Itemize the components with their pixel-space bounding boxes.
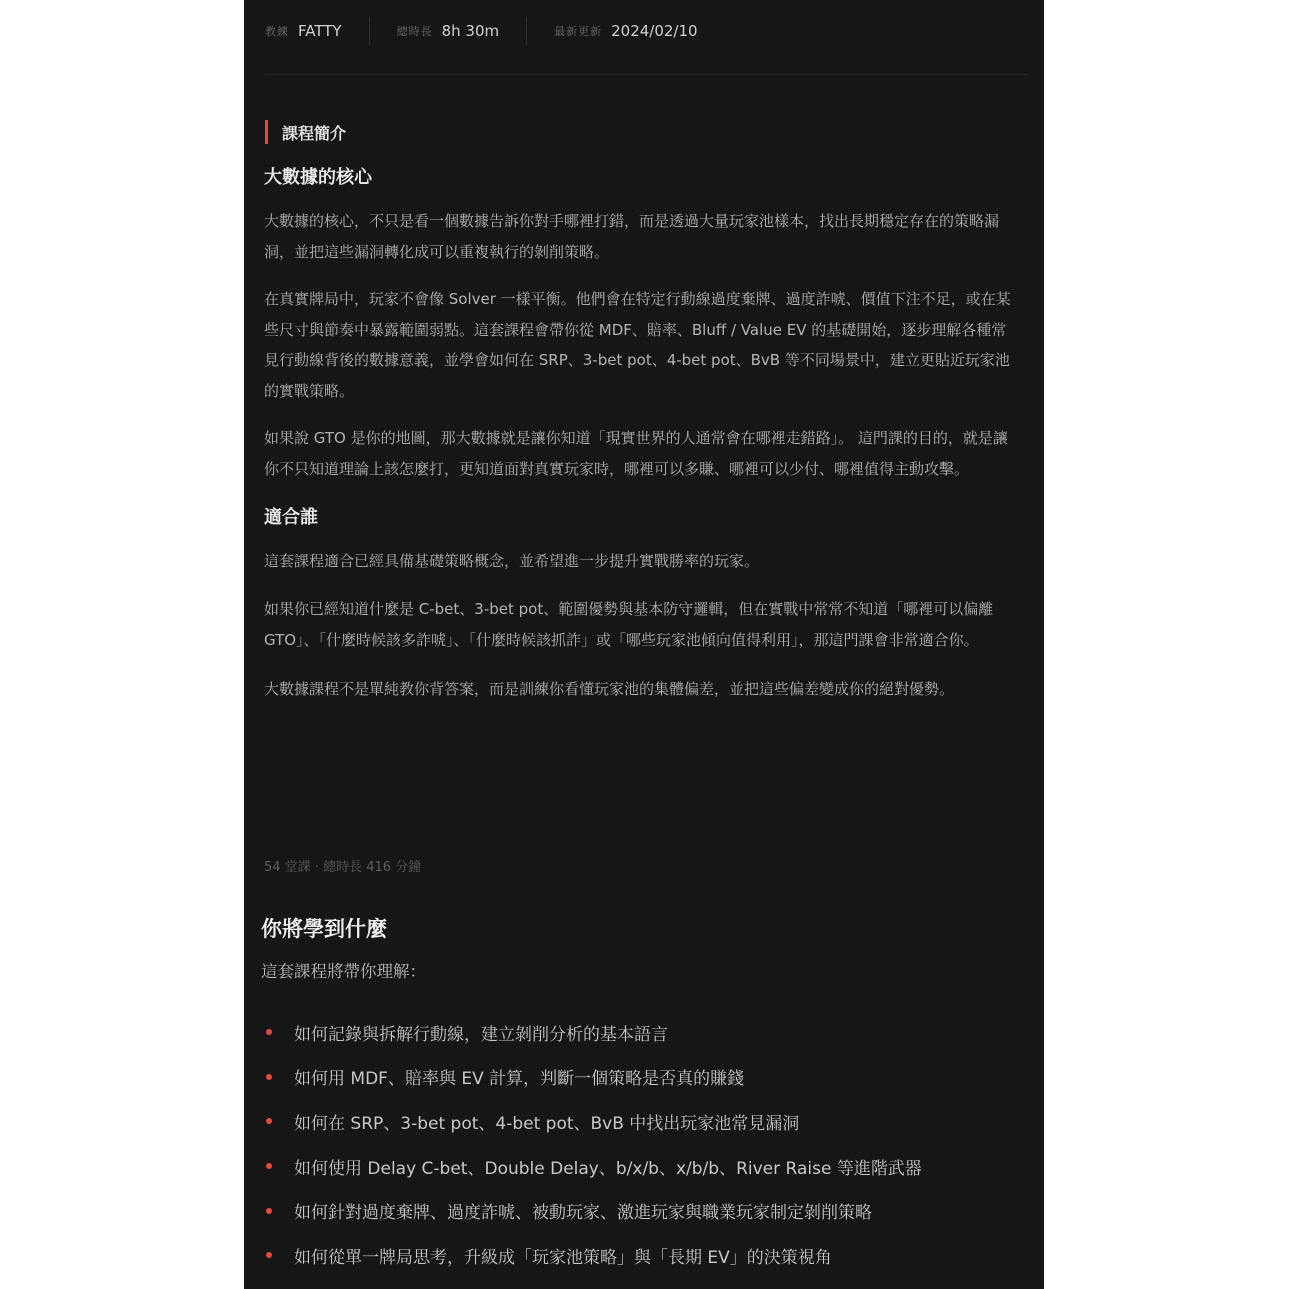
core-paragraph: 如果說 GTO 是你的地圖，那大數據就是讓你知道「現實世界的人通常會在哪裡走錯路」。 這門課的目的，就是讓你不只知道理論上該怎麼打，更知道面對真實玩家時，哪裡可以多賺、哪裡可以少付、哪裡值得主動攻擊。: [264, 429, 1008, 478]
core-heading: 大數據的核心: [264, 167, 372, 188]
course-detail-panel: [244, 0, 1044, 1289]
meta-coach-value: FATTY: [298, 22, 342, 40]
core-paragraph: 在真實牌局中，玩家不會像 Solver 一樣平衡。他們會在特定行動線過度棄牌、過度詐唬、價值下注不足，或在某些尺寸與節奏中暴露範圍弱點。這套課程會帶你從 MDF、賠率、Bluff / Value EV 的基礎開始，逐步理解各種常見行動線背後的數據意義，並學會如何在 SRP、3-bet pot、4-bet pot、BvB 等不同場景中，建立更貼近玩家池的實戰策略。: [264, 290, 1011, 400]
course-intro-content: [264, 164, 1014, 705]
audience-paragraph: 大數據課程不是單純教你背答案，而是訓練你看懂玩家池的集體偏差，並把這些偏差變成你的絕對優勢。: [264, 679, 955, 698]
list-item: [261, 1010, 1021, 1055]
list-item-text: 如何從單一牌局思考，升級成「玩家池策略」與「長期 EV」的決策視角: [294, 1247, 832, 1268]
bullet-dot-icon: [266, 1208, 272, 1214]
bullet-dot-icon: [266, 1074, 272, 1080]
course-stats: 54 堂課 · 總時長 416 分鐘: [264, 860, 422, 875]
bullet-dot-icon: [266, 1029, 272, 1035]
list-item: [261, 1055, 1021, 1100]
meta-coach-label: 教練: [265, 25, 289, 38]
audience-paragraph: 這套課程適合已經具備基礎策略概念，並希望進一步提升實戰勝率的玩家。: [264, 552, 760, 570]
meta-duration-label: 總時長: [396, 25, 433, 38]
meta-coach: [265, 17, 342, 45]
meta-divider: [369, 17, 370, 45]
learn-title: 你將學到什麼: [261, 917, 387, 941]
meta-updated-value: 2024/02/10: [611, 22, 698, 40]
audience-heading: 適合誰: [264, 507, 318, 528]
accent-bar: [265, 120, 268, 144]
meta-updated: [554, 17, 697, 45]
list-item-text: 如何針對過度棄牌、過度詐唬、被動玩家、激進玩家與職業玩家制定剝削策略: [294, 1203, 872, 1224]
learn-list: [261, 1010, 1021, 1278]
list-item: [261, 1144, 1021, 1189]
course-meta-bar: [265, 16, 698, 46]
audience-paragraph: 如果你已經知道什麼是 C-bet、3-bet pot、範圍優勢與基本防守邏輯，但在實戰中常常不知道「哪裡可以偏離 GTO」、「什麼時候該多詐唬」、「什麼時候該抓詐」或「哪些玩家池傾向值得利用」，那這門課會非常適合你。: [264, 599, 994, 649]
learn-section: [261, 912, 1021, 1278]
list-item: [261, 1188, 1021, 1233]
bullet-dot-icon: [266, 1163, 272, 1169]
header-divider: [265, 74, 1029, 75]
section-title-text: 課程簡介: [282, 123, 347, 143]
list-item-text: 如何使用 Delay C-bet、Double Delay、b/x/b、x/b/b、River Raise 等進階武器: [294, 1158, 922, 1179]
bullet-dot-icon: [266, 1118, 272, 1124]
list-item-text: 如何在 SRP、3-bet pot、4-bet pot、BvB 中找出玩家池常見漏洞: [294, 1113, 800, 1134]
list-item-text: 如何記錄與拆解行動線，建立剝削分析的基本語言: [294, 1024, 668, 1045]
learn-intro: 這套課程將帶你理解：: [261, 962, 426, 981]
section-title: [265, 120, 346, 144]
core-paragraph: 大數據的核心，不只是看一個數據告訴你對手哪裡打錯，而是透過大量玩家池樣本，找出長期穩定存在的策略漏洞，並把這些漏洞轉化成可以重複執行的剝削策略。: [264, 212, 1000, 261]
list-item-text: 如何用 MDF、賠率與 EV 計算，判斷一個策略是否真的賺錢: [294, 1069, 745, 1090]
meta-divider: [526, 17, 527, 45]
bullet-dot-icon: [266, 1252, 272, 1258]
meta-duration-value: 8h 30m: [441, 22, 500, 40]
list-item: [261, 1099, 1021, 1144]
list-item: [261, 1233, 1021, 1278]
meta-duration: [397, 17, 500, 45]
meta-updated-label: 最新更新: [554, 25, 603, 38]
